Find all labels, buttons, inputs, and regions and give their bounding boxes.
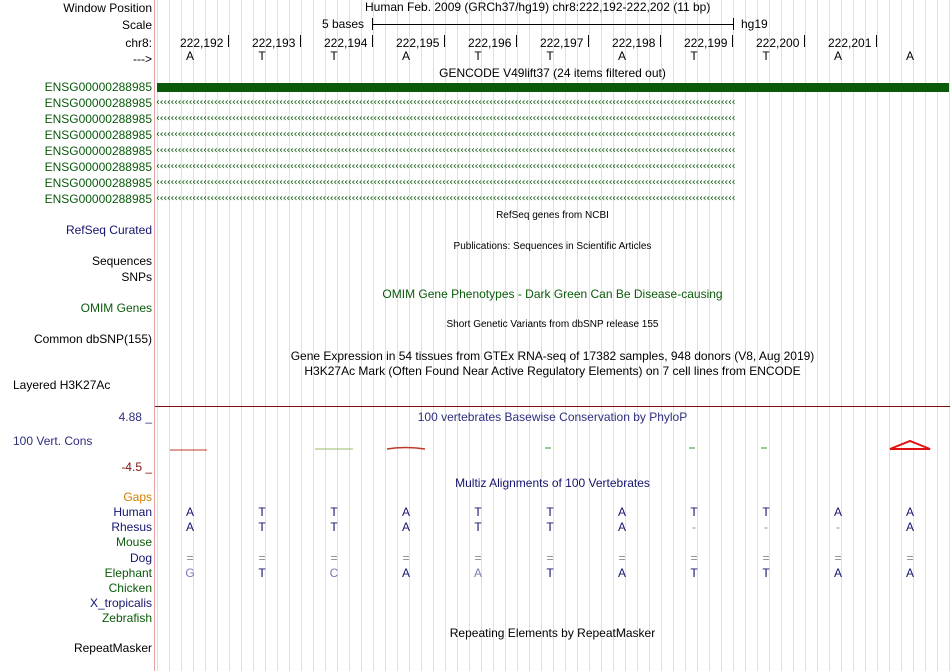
species-label[interactable]: X_tropicalis xyxy=(89,596,152,611)
base-letter: T xyxy=(690,49,698,63)
refseq-label[interactable]: RefSeq Curated xyxy=(65,223,152,237)
alignment-base: = xyxy=(834,550,842,565)
multiz-title[interactable]: Multiz Alignments of 100 Vertebrates xyxy=(455,476,650,490)
coordinate-label: 222,194 xyxy=(324,36,368,50)
coordinate-label: 222,192 xyxy=(180,36,224,50)
refseq-title[interactable]: RefSeq genes from NCBI xyxy=(496,210,609,221)
alignment-base: T xyxy=(258,505,266,519)
alignment-base: = xyxy=(546,550,554,565)
gaps-label[interactable]: Gaps xyxy=(123,490,152,504)
alignment-base: = xyxy=(762,550,770,565)
base-letter: A xyxy=(905,49,914,63)
alignment-base: A xyxy=(185,520,194,535)
sequences-label[interactable]: Sequences xyxy=(91,254,152,268)
base-letter: T xyxy=(546,49,554,63)
omim-label[interactable]: OMIM Genes xyxy=(80,301,152,315)
gene-intron-line[interactable]: ‹‹‹‹‹‹‹‹‹‹‹‹‹‹‹‹‹‹‹‹‹‹‹‹‹‹‹‹‹‹‹‹‹‹‹‹‹‹‹‹‹‹‹‹‹‹‹‹‹‹‹‹‹‹‹‹‹‹‹‹‹‹‹‹‹‹‹‹‹‹‹‹‹‹‹‹‹‹‹‹‹‹‹‹‹‹‹‹‹‹‹‹‹‹‹‹‹‹‹‹‹‹‹‹‹‹‹‹‹‹‹‹‹‹‹‹‹‹‹‹‹‹‹‹‹‹‹‹‹‹‹‹‹‹‹‹‹‹‹‹‹‹‹‹‹‹‹‹‹‹‹‹‹‹‹‹‹‹‹‹ xyxy=(155,97,735,108)
scale-label: Scale xyxy=(121,18,152,32)
phylop-graph[interactable] xyxy=(155,436,950,456)
species-label[interactable]: Mouse xyxy=(115,535,152,550)
cons-min: -4.5 _ xyxy=(121,460,152,474)
alignment-base: = xyxy=(690,550,698,565)
alignment-base: T xyxy=(330,505,338,519)
publications-title[interactable]: Publications: Sequences in Scientific Articles xyxy=(453,241,652,252)
alignment-base: C xyxy=(329,565,339,580)
coordinate-tick xyxy=(588,35,589,47)
gene-label[interactable]: ENSG00000288985 xyxy=(44,112,152,126)
alignment-base: T xyxy=(546,505,554,519)
base-letter: A xyxy=(833,49,842,63)
coordinate-tick xyxy=(876,35,877,47)
gene-intron-line[interactable]: ‹‹‹‹‹‹‹‹‹‹‹‹‹‹‹‹‹‹‹‹‹‹‹‹‹‹‹‹‹‹‹‹‹‹‹‹‹‹‹‹‹‹‹‹‹‹‹‹‹‹‹‹‹‹‹‹‹‹‹‹‹‹‹‹‹‹‹‹‹‹‹‹‹‹‹‹‹‹‹‹‹‹‹‹‹‹‹‹‹‹‹‹‹‹‹‹‹‹‹‹‹‹‹‹‹‹‹‹‹‹‹‹‹‹‹‹‹‹‹‹‹‹‹‹‹‹‹‹‹‹‹‹‹‹‹‹‹‹‹‹‹‹‹‹‹‹‹‹‹‹‹‹‹‹‹‹‹‹‹‹ xyxy=(155,177,735,188)
cons-label[interactable]: 100 Vert. Cons xyxy=(13,434,93,448)
alignment-base: = xyxy=(474,550,482,565)
gene-label[interactable]: ENSG00000288985 xyxy=(44,144,152,158)
species-label[interactable]: Chicken xyxy=(108,581,152,595)
base-letter: T xyxy=(762,49,770,63)
conservation-top-line xyxy=(155,406,950,407)
alignment-base: T xyxy=(474,520,482,535)
alignment-base: T xyxy=(690,565,698,580)
gene-label[interactable]: ENSG00000288985 xyxy=(44,176,152,190)
gene-intron-line[interactable]: ‹‹‹‹‹‹‹‹‹‹‹‹‹‹‹‹‹‹‹‹‹‹‹‹‹‹‹‹‹‹‹‹‹‹‹‹‹‹‹‹‹‹‹‹‹‹‹‹‹‹‹‹‹‹‹‹‹‹‹‹‹‹‹‹‹‹‹‹‹‹‹‹‹‹‹‹‹‹‹‹‹‹‹‹‹‹‹‹‹‹‹‹‹‹‹‹‹‹‹‹‹‹‹‹‹‹‹‹‹‹‹‹‹‹‹‹‹‹‹‹‹‹‹‹‹‹‹‹‹‹‹‹‹‹‹‹‹‹‹‹‹‹‹‹‹‹‹‹‹‹‹‹‹‹‹‹‹‹‹‹ xyxy=(155,129,735,140)
scale-text: 5 bases xyxy=(322,17,365,31)
repeat-title[interactable]: Repeating Elements by RepeatMasker xyxy=(449,626,656,640)
alignment-base: A xyxy=(833,505,842,519)
alignment-base: T xyxy=(258,565,266,580)
gtex-title[interactable]: Gene Expression in 54 tissues from GTEx RNA-seq of 17382 samples, 948 donors (V8, Aug 2019) xyxy=(290,349,815,363)
omim-title[interactable]: OMIM Gene Phenotypes - Dark Green Can Be Disease-causing xyxy=(382,287,723,301)
strand-label: ---> xyxy=(133,52,152,66)
alignment-base: A xyxy=(617,505,626,519)
coordinate-tick xyxy=(516,35,517,47)
coordinate-label: 222,193 xyxy=(252,36,296,50)
alignment-base: A xyxy=(401,520,410,535)
alignment-base: = xyxy=(330,550,338,565)
alignment-base: A xyxy=(905,565,914,580)
alignment-base: = xyxy=(906,550,914,565)
coordinate-label: 222,195 xyxy=(396,36,440,50)
coordinate-label: 222,198 xyxy=(612,36,656,50)
scale-bar-right-cap xyxy=(733,18,734,30)
base-letter: A xyxy=(401,49,410,63)
phylop-title[interactable]: 100 vertebrates Basewise Conservation by PhyloP xyxy=(417,410,688,424)
phylop-mark xyxy=(387,448,425,450)
coordinate-label: 222,201 xyxy=(828,36,872,50)
gene-label[interactable]: ENSG00000288985 xyxy=(44,128,152,142)
alignment-base: A xyxy=(833,565,842,580)
coordinate-tick xyxy=(732,35,733,47)
scale-bar-left-cap xyxy=(372,18,373,30)
alignment-base: A xyxy=(401,505,410,519)
cons-max: 4.88 _ xyxy=(118,410,152,424)
repeat-label[interactable]: RepeatMasker xyxy=(73,641,152,655)
scale-bar xyxy=(372,24,733,25)
species-label[interactable]: Elephant xyxy=(104,565,152,580)
coordinate-tick xyxy=(300,35,301,47)
snps-label[interactable]: SNPs xyxy=(121,270,152,284)
base-letter: T xyxy=(330,49,338,63)
alignment-base: A xyxy=(185,505,194,519)
coordinate-label: 222,199 xyxy=(684,36,728,50)
h3k27ac-title[interactable]: H3K27Ac Mark (Often Found Near Active Regulatory Elements) on 7 cell lines from ENCODE xyxy=(304,364,801,378)
species-label[interactable]: Dog xyxy=(129,550,152,565)
alignment-base: T xyxy=(762,505,770,519)
gene-label[interactable]: ENSG00000288985 xyxy=(44,160,152,174)
alignment-base: A xyxy=(617,565,626,580)
coordinate-tick xyxy=(228,35,229,47)
gene-exon-bar[interactable] xyxy=(157,83,949,92)
alignment-base: - xyxy=(764,520,768,535)
coordinate-label: 222,196 xyxy=(468,36,512,50)
h3k27ac-label[interactable]: Layered H3K27Ac xyxy=(13,378,111,392)
assembly-position: Human Feb. 2009 (GRCh37/hg19) chr8:222,192-222,202 (11 bp) xyxy=(365,0,711,14)
alignment-base: A xyxy=(905,520,914,535)
gene-label[interactable]: ENSG00000288985 xyxy=(44,96,152,110)
coordinate-tick xyxy=(660,35,661,47)
alignment-base: - xyxy=(836,520,840,535)
gene-intron-line[interactable]: ‹‹‹‹‹‹‹‹‹‹‹‹‹‹‹‹‹‹‹‹‹‹‹‹‹‹‹‹‹‹‹‹‹‹‹‹‹‹‹‹‹‹‹‹‹‹‹‹‹‹‹‹‹‹‹‹‹‹‹‹‹‹‹‹‹‹‹‹‹‹‹‹‹‹‹‹‹‹‹‹‹‹‹‹‹‹‹‹‹‹‹‹‹‹‹‹‹‹‹‹‹‹‹‹‹‹‹‹‹‹‹‹‹‹‹‹‹‹‹‹‹‹‹‹‹‹‹‹‹‹‹‹‹‹‹‹‹‹‹‹‹‹‹‹‹‹‹‹‹‹‹‹‹‹‹‹‹‹‹‹ xyxy=(155,161,735,172)
species-label[interactable]: Zebrafish xyxy=(101,611,152,626)
coordinate-label: 222,197 xyxy=(540,36,584,50)
chrom-label: chr8: xyxy=(125,36,152,50)
alignment-base: T xyxy=(690,505,698,519)
alignment-base: = xyxy=(258,550,266,565)
alignment-base: A xyxy=(473,565,482,580)
alignment-base: = xyxy=(402,550,410,565)
gene-intron-line[interactable]: ‹‹‹‹‹‹‹‹‹‹‹‹‹‹‹‹‹‹‹‹‹‹‹‹‹‹‹‹‹‹‹‹‹‹‹‹‹‹‹‹‹‹‹‹‹‹‹‹‹‹‹‹‹‹‹‹‹‹‹‹‹‹‹‹‹‹‹‹‹‹‹‹‹‹‹‹‹‹‹‹‹‹‹‹‹‹‹‹‹‹‹‹‹‹‹‹‹‹‹‹‹‹‹‹‹‹‹‹‹‹‹‹‹‹‹‹‹‹‹‹‹‹‹‹‹‹‹‹‹‹‹‹‹‹‹‹‹‹‹‹‹‹‹‹‹‹‹‹‹‹‹‹‹‹‹‹‹‹‹‹ xyxy=(155,113,735,124)
alignment-base: A xyxy=(401,565,410,580)
alignment-base: T xyxy=(330,520,338,535)
window-position-label: Window Position xyxy=(63,1,152,15)
db-label: hg19 xyxy=(741,17,768,31)
alignment-base: = xyxy=(186,550,194,565)
coordinate-tick xyxy=(444,35,445,47)
gencode-title[interactable]: GENCODE V49lift37 (24 items filtered out) xyxy=(439,66,666,80)
phylop-mark xyxy=(890,441,930,449)
alignment-base: T xyxy=(474,505,482,519)
alignment-base: T xyxy=(546,565,554,580)
alignment-base: T xyxy=(546,520,554,535)
coordinate-tick xyxy=(804,35,805,47)
base-letter: A xyxy=(185,49,194,63)
alignment-base: = xyxy=(618,550,626,565)
alignment-base: T xyxy=(762,565,770,580)
base-letter: T xyxy=(258,49,266,63)
gene-label[interactable]: ENSG00000288985 xyxy=(44,192,152,206)
species-label[interactable]: Rhesus xyxy=(111,520,152,535)
base-letter: A xyxy=(617,49,626,63)
coordinate-label: 222,200 xyxy=(756,36,800,50)
alignment-base: - xyxy=(692,520,696,535)
gene-intron-line[interactable]: ‹‹‹‹‹‹‹‹‹‹‹‹‹‹‹‹‹‹‹‹‹‹‹‹‹‹‹‹‹‹‹‹‹‹‹‹‹‹‹‹‹‹‹‹‹‹‹‹‹‹‹‹‹‹‹‹‹‹‹‹‹‹‹‹‹‹‹‹‹‹‹‹‹‹‹‹‹‹‹‹‹‹‹‹‹‹‹‹‹‹‹‹‹‹‹‹‹‹‹‹‹‹‹‹‹‹‹‹‹‹‹‹‹‹‹‹‹‹‹‹‹‹‹‹‹‹‹‹‹‹‹‹‹‹‹‹‹‹‹‹‹‹‹‹‹‹‹‹‹‹‹‹‹‹‹‹‹‹‹‹ xyxy=(155,193,735,204)
base-letter: T xyxy=(474,49,482,63)
coordinate-tick xyxy=(372,35,373,47)
alignment-base: A xyxy=(905,505,914,519)
alignment-base: A xyxy=(617,520,626,535)
species-label[interactable]: Human xyxy=(113,505,152,519)
dbsnp-label[interactable]: Common dbSNP(155) xyxy=(33,332,152,346)
gene-label[interactable]: ENSG00000288985 xyxy=(44,80,152,94)
alignment-base: T xyxy=(258,520,266,535)
dbsnp-title[interactable]: Short Genetic Variants from dbSNP release 155 xyxy=(446,319,659,330)
alignment-base: G xyxy=(185,565,195,580)
gene-intron-line[interactable]: ‹‹‹‹‹‹‹‹‹‹‹‹‹‹‹‹‹‹‹‹‹‹‹‹‹‹‹‹‹‹‹‹‹‹‹‹‹‹‹‹‹‹‹‹‹‹‹‹‹‹‹‹‹‹‹‹‹‹‹‹‹‹‹‹‹‹‹‹‹‹‹‹‹‹‹‹‹‹‹‹‹‹‹‹‹‹‹‹‹‹‹‹‹‹‹‹‹‹‹‹‹‹‹‹‹‹‹‹‹‹‹‹‹‹‹‹‹‹‹‹‹‹‹‹‹‹‹‹‹‹‹‹‹‹‹‹‹‹‹‹‹‹‹‹‹‹‹‹‹‹‹‹‹‹‹‹‹‹‹‹ xyxy=(155,145,735,156)
